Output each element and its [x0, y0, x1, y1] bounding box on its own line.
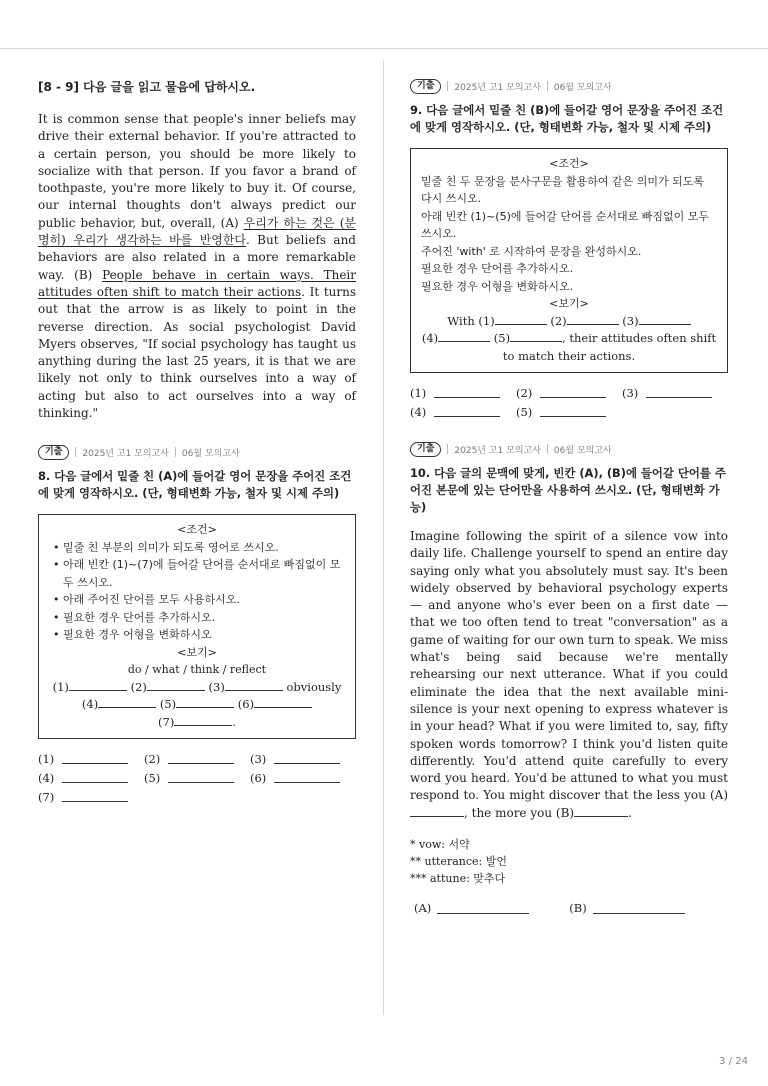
q9-answer-5[interactable]: (5): [516, 402, 622, 421]
q9-answer-grid: [410, 383, 728, 421]
q9-answer-2[interactable]: (2): [516, 383, 622, 402]
underline-a: 우리가 하는 것은 (분명히) 우리가 생각하는 바를 반영한다: [38, 215, 356, 248]
q8-condition-head: <조건>: [177, 523, 217, 537]
q9-fill-line-1: With (1) (2) (3): [421, 313, 717, 331]
q8-answer-1[interactable]: (1): [38, 749, 144, 768]
q9-condition-4: 필요한 경우 단어를 추가하시오.: [421, 262, 574, 275]
q9-answer-1[interactable]: (1): [410, 383, 516, 402]
underline-b: People behave in certain ways. Their attitudes often shift to match their actions: [38, 267, 356, 299]
q10-answer-b[interactable]: (B): [569, 901, 684, 915]
q8-condition-4: • 필요한 경우 단어를 추가하시오.: [53, 610, 216, 624]
passage-1: It is common sense that people's inner beliefs may drive their external behavior. If you're attracted to a certain person, you should be more likely to socialize with that person. If you favor a brand of toothpaste, you're more likely to buy it. Of course, our internal thoughts don't always predict our public behavior, but, overall, (A) 우리가 하는 것은 (분명히) 우리가 생각하는 바를 반영한다. But beliefs and behaviors are also related in a more remarkable way. (B) People behave in certain ways. Their attitudes often shift to match their actions. It turns out that the arrow is as likely to point in the reverse direction. As social psychologist David Myers observes, "If social psychology has taught us anything during the last 25 years, it is that we are likely not only to think ourselves into a way of acting but also to act ourselves into a way of thinking.": [38, 112, 356, 421]
q8-condition-5: • 필요한 경우 어형을 변화하시오: [53, 628, 212, 642]
q9-answer-4[interactable]: (4): [410, 402, 516, 421]
q8-tag-badge: 기출: [38, 445, 69, 460]
q9-fill-line-2: (4) (5) , their attitudes often shift: [421, 331, 717, 345]
column-divider: [383, 60, 384, 1015]
q8-answer-7[interactable]: (7): [38, 787, 144, 806]
q9-condition-1: 밑줄 친 두 문장을 분사구문을 활용하여 같은 의미가 되도록 다시 쓰시오.: [421, 174, 704, 205]
q8-condition-3: • 아래 주어진 단어를 모두 사용하시오.: [53, 593, 240, 607]
q9-condition-box: [410, 148, 728, 373]
set-title: [8 - 9] 다음 글을 읽고 물음에 답하시오.: [38, 80, 256, 94]
q9-condition-5: 필요한 경우 어형을 변화하시오.: [421, 279, 574, 293]
left-column: [38, 78, 356, 806]
right-column: [410, 78, 728, 915]
q8-answer-5[interactable]: (5): [144, 768, 250, 787]
q8-bogi-head: <보기>: [177, 645, 217, 659]
note-attune: *** attune: 맞추다: [410, 872, 506, 886]
q8-word-list: do / what / think / reflect: [127, 663, 267, 677]
q9-condition-head: <조건>: [549, 157, 589, 170]
q9-title: 9. 다음 글에서 밑줄 친 (B)에 들어갈 영어 문장을 주어진 조건에 맞게 영작하시오. (단, 형태변화 가능, 철자 및 시제 주의): [410, 103, 724, 134]
q9-bogi-head: <보기>: [549, 297, 589, 310]
q10-answer-row: [410, 901, 728, 915]
note-vow: * vow: 서약: [410, 838, 470, 852]
q9-condition-3: 주어진 'with' 로 시작하여 문장을 완성하시오.: [421, 244, 642, 258]
q8-condition-2: • 아래 빈칸 (1)~(7)에 들어갈 단어를 순서대로 빠짐없이 모두 쓰시오.: [53, 558, 341, 589]
q8-title: 8. 다음 글에서 밑줄 친 (A)에 들어갈 영어 문장을 주어진 조건에 맞게 영작하시오. (단, 형태변화 가능, 철자 및 시제 주의): [38, 469, 352, 501]
q10-answer-a[interactable]: (A): [410, 901, 529, 915]
note-utterance: ** utterance: 발언: [410, 855, 507, 869]
vocab-notes: [410, 836, 728, 887]
q8-condition-box: [38, 514, 356, 739]
q8-answer-4[interactable]: (4): [38, 768, 144, 787]
q8-answer-2[interactable]: (2): [144, 749, 250, 768]
q9-condition-2: 아래 빈칸 (1)~(5)에 들어갈 단어를 순서대로 빠짐없이 모두 쓰시오.: [421, 209, 710, 240]
q8-fill-line-2: (4) (5) (6): [49, 696, 345, 714]
q10-tag-badge: 기출: [410, 442, 441, 457]
q8-answer-grid: [38, 749, 356, 806]
q8-condition-1: • 밑줄 친 부분의 의미가 되도록 영어로 쓰시오.: [53, 540, 279, 554]
q10-title: 10. 다음 글의 문맥에 맞게, 빈칸 (A), (B)에 들어갈 단어를 주어진 본문에 있는 단어만을 사용하여 쓰시오. (단, 형태변화 가능): [410, 466, 726, 514]
q9-tag-badge: 기출: [410, 79, 441, 94]
q9-fill-line-3: to match their actions.: [502, 348, 636, 363]
q8-source: 기출 2025년 고1 모의고사 06월 모의고사: [38, 444, 356, 460]
q9-source: 기출 2025년 고1 모의고사 06월 모의고사: [410, 78, 728, 94]
page-number: 3 / 24: [719, 1056, 748, 1067]
q8-answer-3[interactable]: (3): [250, 749, 356, 768]
header-rule: [0, 48, 768, 49]
q9-answer-3[interactable]: (3): [622, 383, 728, 402]
q8-answer-6[interactable]: (6): [250, 768, 356, 787]
q8-fill-line-3: (7) .: [158, 714, 236, 729]
q10-passage: Imagine following the spirit of a silence vow into daily life. Challenge yourself to spend an entire day saying only what you absolutely must say. It's been widely observed by behavioral psychology experts — and anyone who's ever been on a first date — that we too often tend to treat "conversation" as a game of waiting for our own turn to speak. We miss what's being said because we're mentally rehearsing our next utterance. What if you could eliminate the idea that the next available mini-silence is your next opening to express whatever is in your head? What if you were limited to, say, fifty spoken words tomorrow? I think you'd listen quite differently. You'd attend quite carefully to every word you heard. You'd be attuned to what you must respond to. You might discover that the less you (A), the more you (B) .: [410, 529, 728, 820]
q8-fill-line-1: (1) (2) (3) obviously: [52, 679, 342, 694]
q10-source: 기출 2025년 고1 모의고사 06월 모의고사: [410, 441, 728, 457]
